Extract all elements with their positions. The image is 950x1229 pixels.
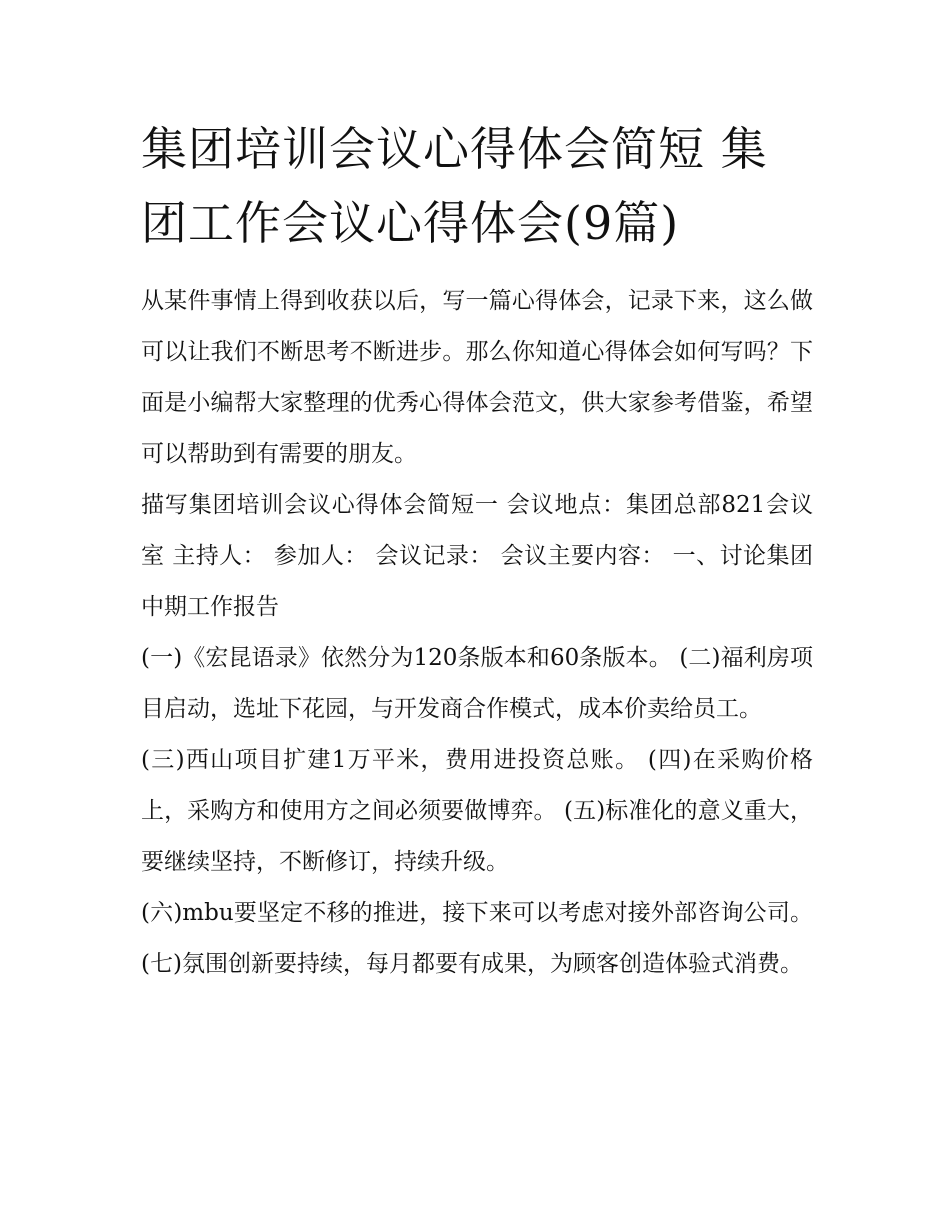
- paragraph-item-6-7: (六)mbu要坚定不移的推进，接下来可以考虑对接外部咨询公司。 (七)氛围创新要持续，每月都要有成果，为顾客创造体验式消费。: [141, 900, 813, 977]
- document-title: 集团培训会议心得体会简短 集团工作会议心得体会(9篇): [141, 122, 768, 250]
- title-spacer: [141, 260, 813, 276]
- paragraph-item-3-5: (三)西山项目扩建1万平米，费用进投资总账。 (四)在采购价格上，采购方和使用方之间必须要做博弈。 (五)标准化的意义重大，要继续坚持，不断修订，持续升级。: [141, 747, 813, 875]
- document-page: [141, 112, 813, 990]
- paragraph-item-1-2: (一)《宏昆语录》依然分为120条版本和60条版本。 (二)福利房项目启动，选址下花园，与开发商合作模式，成本价卖给员工。: [141, 645, 813, 722]
- paragraph-intro: 从某件事情上得到收获以后，写一篇心得体会，记录下来，这么做可以让我们不断思考不断进步。那么你知道心得体会如何写吗？下面是小编帮大家整理的优秀心得体会范文，供大家参考借鉴，希望可以帮助到有需要的朋友。: [141, 288, 813, 467]
- paragraph-meeting-info: 描写集团培训会议心得体会简短一 会议地点：集团总部821会议室 主持人： 参加人： 会议记录： 会议主要内容： 一、讨论集团中期工作报告: [141, 492, 813, 620]
